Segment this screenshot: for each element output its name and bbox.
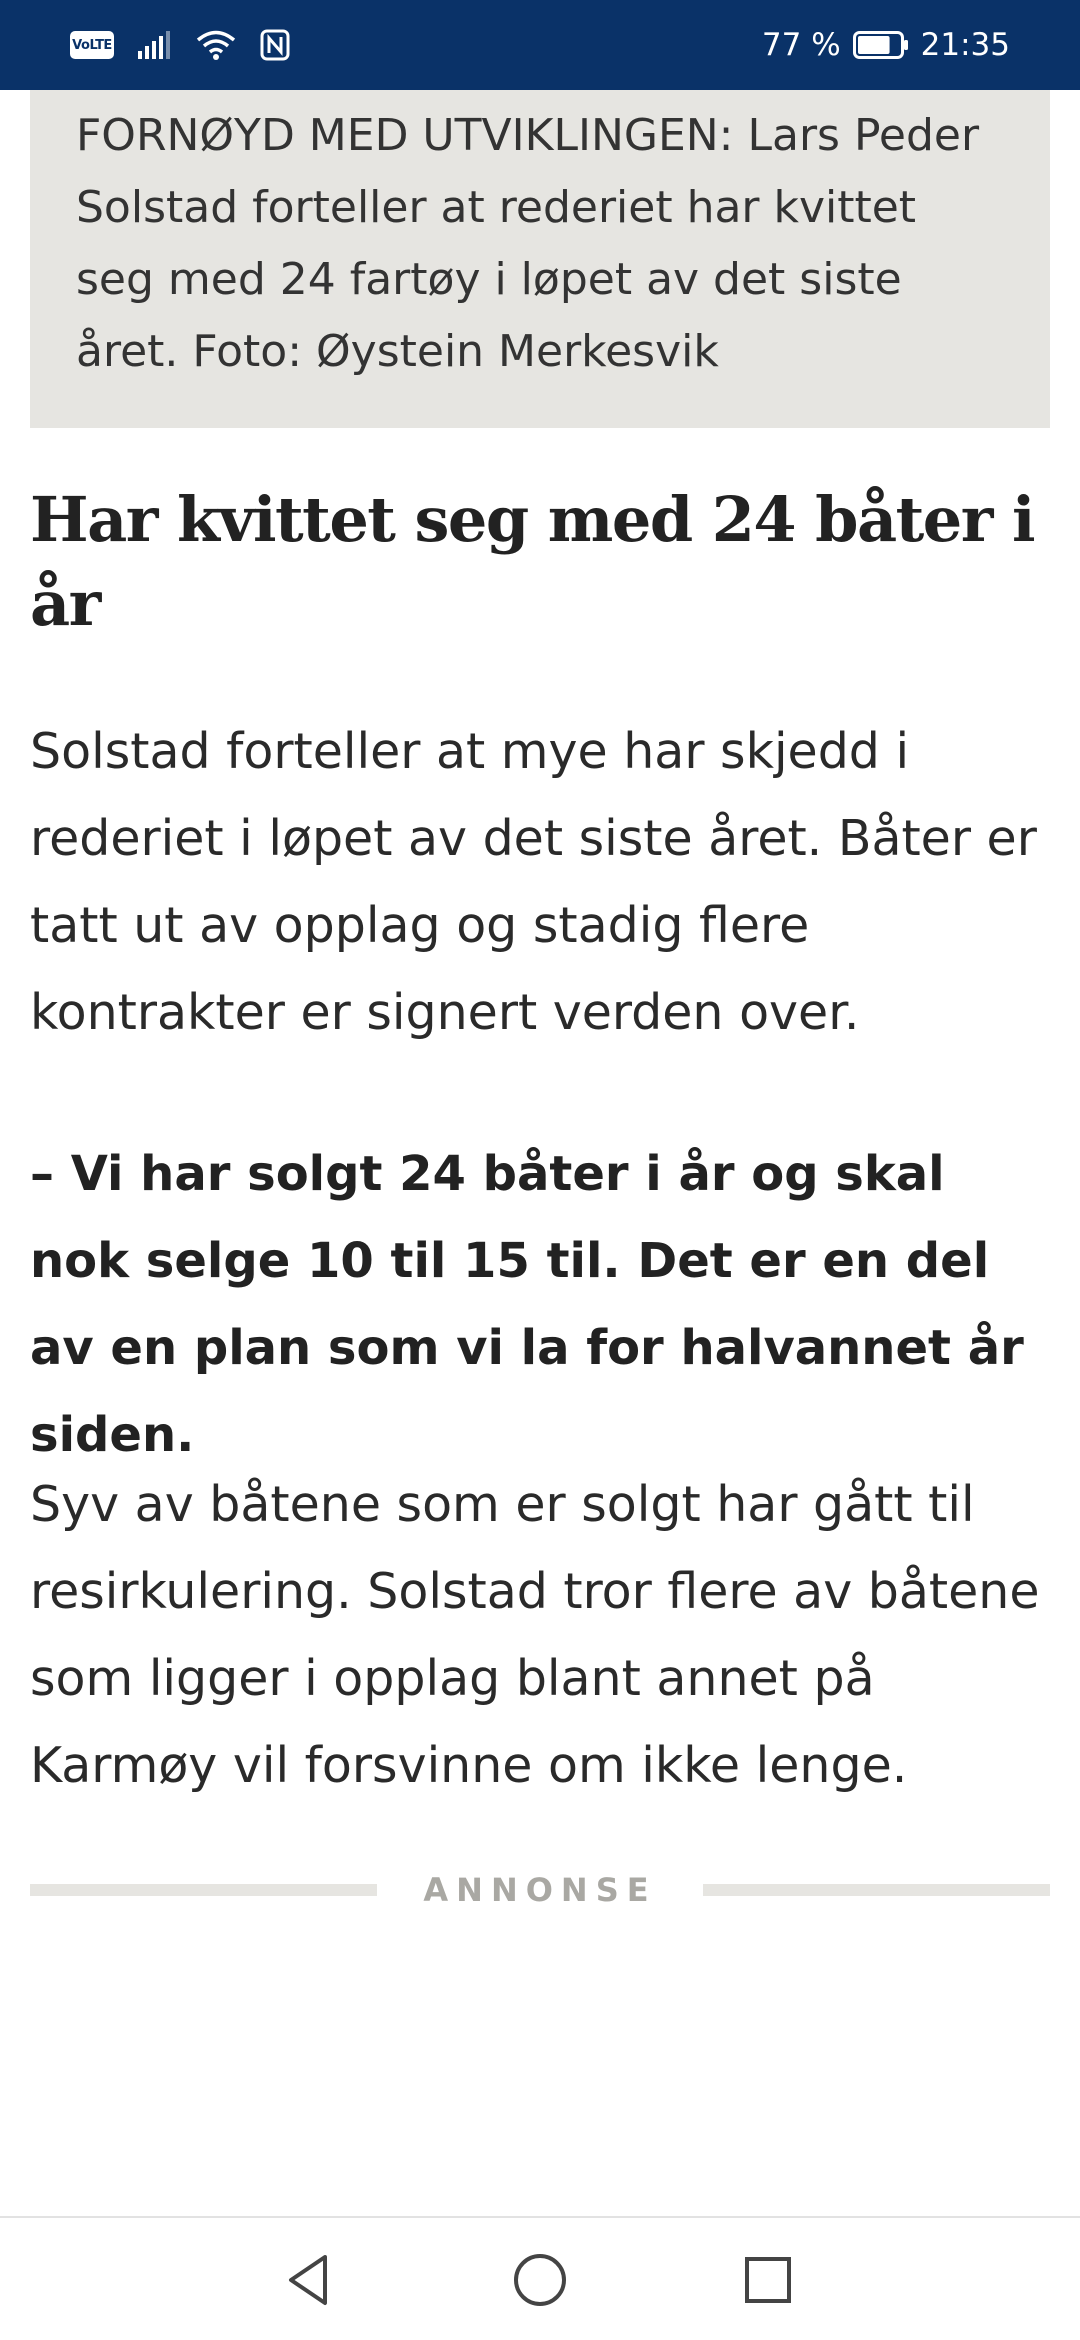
home-button[interactable]: [500, 2240, 580, 2320]
article-quote-paragraph: – Vi har solgt 24 båter i år og skal nok selge 10 til 15 til. Det er en del av en plan som vi la for halvannet år siden.: [30, 1146, 1024, 1463]
article-paragraph-3: Syv av båtene som er solgt har gått til resirkulering. Solstad tror flere av båtene som ligger i opplag blant annet på Karmøy vil forsvinne om ikke lenge.: [30, 1476, 1040, 1794]
status-left-icons: [70, 0, 290, 90]
battery-icon: [853, 31, 909, 59]
image-caption: FORNØYD MED UTVIKLINGEN: Lars Peder Solstad forteller at rederiet har kvittet seg med 24 fartøy i løpet av det siste året. Foto: Øystein Merkesvik: [76, 110, 980, 377]
signal-icon: [138, 31, 172, 59]
article-subheading: Har kvittet seg med 24 båter i år: [30, 483, 1035, 640]
article-paragraph-1: Solstad forteller at mye har skjedd i rederiet i løpet av det siste året. Båter er tatt ut av opplag og stadig flere kontrakter er signert verden over.: [30, 723, 1037, 1041]
nfc-icon: [260, 29, 290, 61]
ad-divider: [30, 1870, 1050, 1910]
back-icon: [283, 2252, 333, 2308]
image-caption-box: [30, 90, 1050, 428]
ad-label: ANNONSE: [423, 1871, 657, 1909]
volte-icon: VoLTE: [70, 31, 114, 59]
wifi-icon: [196, 29, 236, 61]
ad-divider-line-left: [30, 1884, 377, 1896]
status-bar: [0, 0, 1080, 90]
clock: 21:35: [920, 27, 1010, 63]
status-right-info: [762, 0, 1010, 90]
back-button[interactable]: [268, 2240, 348, 2320]
home-icon: [512, 2252, 568, 2308]
recent-apps-button[interactable]: [728, 2240, 808, 2320]
recent-apps-icon: [743, 2255, 793, 2305]
system-nav-bar: [0, 2216, 1080, 2340]
battery-percent: 77 %: [761, 27, 841, 63]
ad-divider-line-right: [703, 1884, 1050, 1896]
